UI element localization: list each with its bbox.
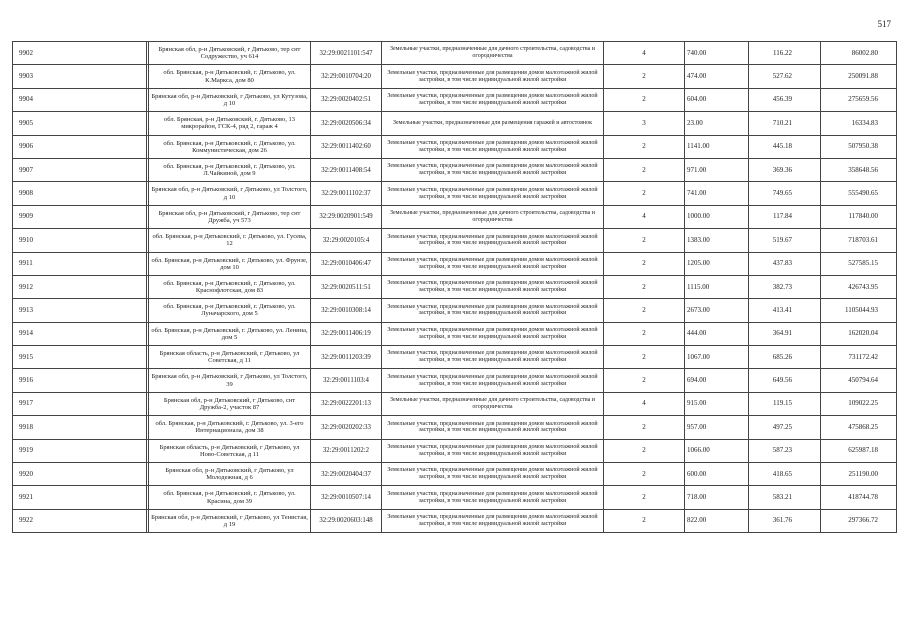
table-row bbox=[13, 252, 897, 275]
land-use-cell: Земельные участки, предназначенные для размещения домов малоэтажной жилой застройки, в том числе индивидуальной жилой застройки bbox=[382, 416, 604, 439]
land-use-cell: Земельные участки, предназначенные для размещения домов малоэтажной жилой застройки, в том числе индивидуальной жилой застройки bbox=[382, 135, 604, 158]
cadastral-value-cell: 358648.56 bbox=[821, 158, 897, 181]
address-cell: Брянская обл, р-н Дятьковский, г Дятьково, тер снт Содружество, уч 614 bbox=[149, 42, 311, 65]
row-number: 9916 bbox=[13, 369, 147, 392]
row-number: 9902 bbox=[13, 42, 147, 65]
row-number: 9914 bbox=[13, 322, 147, 345]
land-use-cell: Земельные участки, предназначенные для размещения домов малоэтажной жилой застройки, в том числе индивидуальной жилой застройки bbox=[382, 88, 604, 111]
row-number: 9917 bbox=[13, 392, 147, 415]
specific-value-cell: 587.23 bbox=[749, 439, 821, 462]
cadastral-value-cell: 475868.25 bbox=[821, 416, 897, 439]
cadastral-number-cell: 32:29:0020511:51 bbox=[311, 275, 382, 298]
cadastral-number-cell: 32:29:0011406:19 bbox=[311, 322, 382, 345]
group-cell: 2 bbox=[604, 158, 685, 181]
row-number: 9910 bbox=[13, 229, 147, 252]
row-number: 9915 bbox=[13, 346, 147, 369]
cadastral-number-cell: 32:29:0020202:33 bbox=[311, 416, 382, 439]
specific-value-cell: 119.15 bbox=[749, 392, 821, 415]
area-cell: 694.00 bbox=[685, 369, 749, 392]
group-cell: 2 bbox=[604, 299, 685, 322]
address-cell: Брянская обл, р-н Дятьковский, г Дятьково, ул Молодежная, д 6 bbox=[149, 463, 311, 486]
address-cell: обл. Брянская, р-н Дятьковский, г. Дятьково, ул. Л.Чайкиной, дом 9 bbox=[149, 158, 311, 181]
area-cell: 1205.00 bbox=[685, 252, 749, 275]
table-row bbox=[13, 112, 897, 135]
address-cell: обл. Брянская, р-н Дятьковский, г. Дятьково, 13 микрорайон, ГСК-4, ряд 2, гараж 4 bbox=[149, 112, 311, 135]
address-cell: Брянская обл, р-н Дятьковский, г Дятьково, тер снт Дружба, уч 573 bbox=[149, 205, 311, 228]
table-body bbox=[13, 42, 897, 533]
group-cell: 2 bbox=[604, 369, 685, 392]
group-cell: 2 bbox=[604, 346, 685, 369]
area-cell: 718.00 bbox=[685, 486, 749, 509]
land-use-cell: Земельные участки, предназначенные для дачного строительства, садоводства и огородничества bbox=[382, 205, 604, 228]
specific-value-cell: 445.18 bbox=[749, 135, 821, 158]
cadastral-number-cell: 32:29:0010507:14 bbox=[311, 486, 382, 509]
specific-value-cell: 116.22 bbox=[749, 42, 821, 65]
address-cell: Брянская обл, р-н Дятьковский, г Дятьково, ул Толстого, д 10 bbox=[149, 182, 311, 205]
row-number: 9922 bbox=[13, 509, 147, 532]
area-cell: 1067.00 bbox=[685, 346, 749, 369]
area-cell: 915.00 bbox=[685, 392, 749, 415]
area-cell: 741.00 bbox=[685, 182, 749, 205]
cadastral-value-cell: 426743.95 bbox=[821, 275, 897, 298]
land-use-cell: Земельные участки, предназначенные для размещения домов малоэтажной жилой застройки, в том числе индивидуальной жилой застройки bbox=[382, 65, 604, 88]
group-cell: 2 bbox=[604, 182, 685, 205]
area-cell: 23.00 bbox=[685, 112, 749, 135]
specific-value-cell: 685.26 bbox=[749, 346, 821, 369]
address-cell: обл. Брянская, р-н Дятьковский, г. Дятьково, ул. Ленина, дом 5 bbox=[149, 322, 311, 345]
table-row bbox=[13, 42, 897, 65]
specific-value-cell: 649.56 bbox=[749, 369, 821, 392]
cadastral-number-cell: 32:29:0011203:39 bbox=[311, 346, 382, 369]
table-row bbox=[13, 182, 897, 205]
cadastral-value-cell: 275659.56 bbox=[821, 88, 897, 111]
table-row bbox=[13, 392, 897, 415]
land-use-cell: Земельные участки, предназначенные для дачного строительства, садоводства и огородничества bbox=[382, 42, 604, 65]
address-cell: Брянская область, р-н Дятьковский, г Дятьково, ул Советская, д 11 bbox=[149, 346, 311, 369]
group-cell: 2 bbox=[604, 88, 685, 111]
specific-value-cell: 710.21 bbox=[749, 112, 821, 135]
address-cell: обл. Брянская, р-н Дятьковский, г. Дятьково, ул. 3-его Интернационала, дом 38 bbox=[149, 416, 311, 439]
area-cell: 604.00 bbox=[685, 88, 749, 111]
table-row bbox=[13, 299, 897, 322]
address-cell: Брянская обл, р-н Дятьковский, г Дятьково, ул Тенистая, д 19 bbox=[149, 509, 311, 532]
land-use-cell: Земельные участки, предназначенные для размещения домов малоэтажной жилой застройки, в том числе индивидуальной жилой застройки bbox=[382, 346, 604, 369]
cadastral-number-cell: 32:29:0020506:34 bbox=[311, 112, 382, 135]
table-row bbox=[13, 346, 897, 369]
group-cell: 2 bbox=[604, 252, 685, 275]
group-cell: 2 bbox=[604, 416, 685, 439]
specific-value-cell: 413.41 bbox=[749, 299, 821, 322]
land-use-cell: Земельные участки, предназначенные для размещения домов малоэтажной жилой застройки, в том числе индивидуальной жилой застройки bbox=[382, 509, 604, 532]
row-number: 9908 bbox=[13, 182, 147, 205]
row-number: 9907 bbox=[13, 158, 147, 181]
area-cell: 740.00 bbox=[685, 42, 749, 65]
specific-value-cell: 117.84 bbox=[749, 205, 821, 228]
area-cell: 957.00 bbox=[685, 416, 749, 439]
address-cell: обл. Брянская, р-н Дятьковский, г. Дятьково, ул. Гусева, 12 bbox=[149, 229, 311, 252]
address-cell: Брянская обл, р-н Дятьковский, г Дятьково, ул Кутузова, д 10 bbox=[149, 88, 311, 111]
cadastral-value-cell: 162020.04 bbox=[821, 322, 897, 345]
specific-value-cell: 361.76 bbox=[749, 509, 821, 532]
address-cell: обл. Брянская, р-н Дятьковский, г. Дятьково, ул. Красина, дом 39 bbox=[149, 486, 311, 509]
address-cell: обл. Брянская, р-н Дятьковский, г. Дятьково, ул. Фрунзе, дом 10 bbox=[149, 252, 311, 275]
table-row bbox=[13, 158, 897, 181]
land-use-cell: Земельные участки, предназначенные для размещения домов малоэтажной жилой застройки, в том числе индивидуальной жилой застройки bbox=[382, 252, 604, 275]
land-use-cell: Земельные участки, предназначенные для размещения домов малоэтажной жилой застройки, в том числе индивидуальной жилой застройки bbox=[382, 486, 604, 509]
row-number: 9905 bbox=[13, 112, 147, 135]
cadastral-number-cell: 32:29:0011103:4 bbox=[311, 369, 382, 392]
cadastral-value-cell: 109022.25 bbox=[821, 392, 897, 415]
group-cell: 3 bbox=[604, 112, 685, 135]
area-cell: 2673.00 bbox=[685, 299, 749, 322]
specific-value-cell: 456.39 bbox=[749, 88, 821, 111]
row-number: 9920 bbox=[13, 463, 147, 486]
row-number: 9912 bbox=[13, 275, 147, 298]
specific-value-cell: 583.21 bbox=[749, 486, 821, 509]
row-number: 9919 bbox=[13, 439, 147, 462]
specific-value-cell: 527.62 bbox=[749, 65, 821, 88]
address-cell: обл. Брянская, р-н Дятьковский, г. Дятьково, ул. Коммунистическая, дом 26 bbox=[149, 135, 311, 158]
table-row bbox=[13, 416, 897, 439]
land-use-cell: Земельные участки, предназначенные для размещения домов малоэтажной жилой застройки, в том числе индивидуальной жилой застройки bbox=[382, 229, 604, 252]
land-use-cell: Земельные участки, предназначенные для размещения домов малоэтажной жилой застройки, в том числе индивидуальной жилой застройки bbox=[382, 275, 604, 298]
group-cell: 4 bbox=[604, 392, 685, 415]
cadastral-number-cell: 32:29:0020901:549 bbox=[311, 205, 382, 228]
row-number: 9911 bbox=[13, 252, 147, 275]
cadastral-number-cell: 32:29:0020404:37 bbox=[311, 463, 382, 486]
specific-value-cell: 418.65 bbox=[749, 463, 821, 486]
specific-value-cell: 369.36 bbox=[749, 158, 821, 181]
land-use-cell: Земельные участки, предназначенные для размещения домов малоэтажной жилой застройки, в том числе индивидуальной жилой застройки bbox=[382, 299, 604, 322]
land-use-cell: Земельные участки, предназначенные для размещения домов малоэтажной жилой застройки, в том числе индивидуальной жилой застройки bbox=[382, 182, 604, 205]
cadastral-value-cell: 1105044.93 bbox=[821, 299, 897, 322]
page-number: 517 bbox=[877, 19, 891, 29]
specific-value-cell: 382.73 bbox=[749, 275, 821, 298]
cadastral-value-cell: 450794.64 bbox=[821, 369, 897, 392]
specific-value-cell: 749.65 bbox=[749, 182, 821, 205]
address-cell: Брянская обл, р-н Дятьковский, г Дятьково, снт Дружба-2, участок 87 bbox=[149, 392, 311, 415]
group-cell: 2 bbox=[604, 439, 685, 462]
cadastral-number-cell: 32:29:0020402:51 bbox=[311, 88, 382, 111]
cadastral-value-cell: 117840.00 bbox=[821, 205, 897, 228]
cadastral-value-cell: 86002.80 bbox=[821, 42, 897, 65]
area-cell: 1066.00 bbox=[685, 439, 749, 462]
cadastral-number-cell: 32:29:0011202:2 bbox=[311, 439, 382, 462]
row-number: 9918 bbox=[13, 416, 147, 439]
area-cell: 1000.00 bbox=[685, 205, 749, 228]
address-cell: обл. Брянская, р-н Дятьковский, г. Дятьково, ул. Краснофлотская, дом 83 bbox=[149, 275, 311, 298]
specific-value-cell: 364.91 bbox=[749, 322, 821, 345]
cadastral-value-cell: 251190.00 bbox=[821, 463, 897, 486]
land-use-cell: Земельные участки, предназначенные для размещения домов малоэтажной жилой застройки, в том числе индивидуальной жилой застройки bbox=[382, 158, 604, 181]
address-cell: обл. Брянская, р-н Дятьковский, г. Дятьково, ул. Луначарского, дом 5 bbox=[149, 299, 311, 322]
land-use-cell: Земельные участки, предназначенные для размещения домов малоэтажной жилой застройки, в том числе индивидуальной жилой застройки bbox=[382, 322, 604, 345]
row-number: 9913 bbox=[13, 299, 147, 322]
row-number: 9903 bbox=[13, 65, 147, 88]
address-cell: Брянская обл, р-н Дятьковский, г Дятьково, ул Толстого, 39 bbox=[149, 369, 311, 392]
group-cell: 4 bbox=[604, 42, 685, 65]
cadastral-value-table bbox=[12, 41, 897, 533]
cadastral-number-cell: 32:29:0020603:148 bbox=[311, 509, 382, 532]
land-use-cell: Земельные участки, предназначенные для размещения гаражей и автостоянок bbox=[382, 112, 604, 135]
group-cell: 2 bbox=[604, 322, 685, 345]
table-row bbox=[13, 369, 897, 392]
table-row bbox=[13, 205, 897, 228]
area-cell: 600.00 bbox=[685, 463, 749, 486]
table-row bbox=[13, 463, 897, 486]
cadastral-number-cell: 32:29:0010308:14 bbox=[311, 299, 382, 322]
group-cell: 4 bbox=[604, 205, 685, 228]
row-number: 9921 bbox=[13, 486, 147, 509]
table-row bbox=[13, 486, 897, 509]
row-number: 9904 bbox=[13, 88, 147, 111]
area-cell: 971.00 bbox=[685, 158, 749, 181]
cadastral-value-cell: 731172.42 bbox=[821, 346, 897, 369]
area-cell: 1141.00 bbox=[685, 135, 749, 158]
table-row bbox=[13, 439, 897, 462]
table-row bbox=[13, 509, 897, 532]
cadastral-number-cell: 32:29:0011408:54 bbox=[311, 158, 382, 181]
cadastral-number-cell: 32:29:0022201:13 bbox=[311, 392, 382, 415]
area-cell: 1115.00 bbox=[685, 275, 749, 298]
cadastral-number-cell: 32:29:0011402:60 bbox=[311, 135, 382, 158]
cadastral-number-cell: 32:29:0021101:547 bbox=[311, 42, 382, 65]
address-cell: Брянская область, р-н Дятьковский, г Дятьково, ул Ново-Советская, д 11 bbox=[149, 439, 311, 462]
group-cell: 2 bbox=[604, 509, 685, 532]
specific-value-cell: 519.67 bbox=[749, 229, 821, 252]
cadastral-value-cell: 625987.18 bbox=[821, 439, 897, 462]
group-cell: 2 bbox=[604, 135, 685, 158]
group-cell: 2 bbox=[604, 275, 685, 298]
cadastral-value-cell: 418744.78 bbox=[821, 486, 897, 509]
area-cell: 444.00 bbox=[685, 322, 749, 345]
cadastral-value-cell: 507950.38 bbox=[821, 135, 897, 158]
cadastral-value-cell: 718703.61 bbox=[821, 229, 897, 252]
group-cell: 2 bbox=[604, 65, 685, 88]
cadastral-value-cell: 297366.72 bbox=[821, 509, 897, 532]
area-cell: 822.00 bbox=[685, 509, 749, 532]
area-cell: 474.00 bbox=[685, 65, 749, 88]
cadastral-number-cell: 32:29:0020105:4 bbox=[311, 229, 382, 252]
table-row bbox=[13, 65, 897, 88]
group-cell: 2 bbox=[604, 229, 685, 252]
table-row bbox=[13, 135, 897, 158]
land-use-cell: Земельные участки, предназначенные для дачного строительства, садоводства и огородничества bbox=[382, 392, 604, 415]
address-cell: обл. Брянская, р-н Дятьковский, г. Дятьково, ул. К.Маркса, дом 80 bbox=[149, 65, 311, 88]
cadastral-number-cell: 32:29:0011102:37 bbox=[311, 182, 382, 205]
cadastral-value-cell: 16334.83 bbox=[821, 112, 897, 135]
land-use-cell: Земельные участки, предназначенные для размещения домов малоэтажной жилой застройки, в том числе индивидуальной жилой застройки bbox=[382, 369, 604, 392]
group-cell: 2 bbox=[604, 463, 685, 486]
cadastral-value-cell: 555490.65 bbox=[821, 182, 897, 205]
land-use-cell: Земельные участки, предназначенные для размещения домов малоэтажной жилой застройки, в том числе индивидуальной жилой застройки bbox=[382, 463, 604, 486]
area-cell: 1383.00 bbox=[685, 229, 749, 252]
cadastral-number-cell: 32:29:0010704:20 bbox=[311, 65, 382, 88]
land-use-cell: Земельные участки, предназначенные для размещения домов малоэтажной жилой застройки, в том числе индивидуальной жилой застройки bbox=[382, 439, 604, 462]
cadastral-value-cell: 250091.88 bbox=[821, 65, 897, 88]
specific-value-cell: 497.25 bbox=[749, 416, 821, 439]
specific-value-cell: 437.83 bbox=[749, 252, 821, 275]
row-number: 9906 bbox=[13, 135, 147, 158]
cadastral-number-cell: 32:29:0010406:47 bbox=[311, 252, 382, 275]
row-number: 9909 bbox=[13, 205, 147, 228]
group-cell: 2 bbox=[604, 486, 685, 509]
table-row bbox=[13, 88, 897, 111]
cadastral-value-cell: 527585.15 bbox=[821, 252, 897, 275]
table-row bbox=[13, 322, 897, 345]
table-row bbox=[13, 229, 897, 252]
table-row bbox=[13, 275, 897, 298]
